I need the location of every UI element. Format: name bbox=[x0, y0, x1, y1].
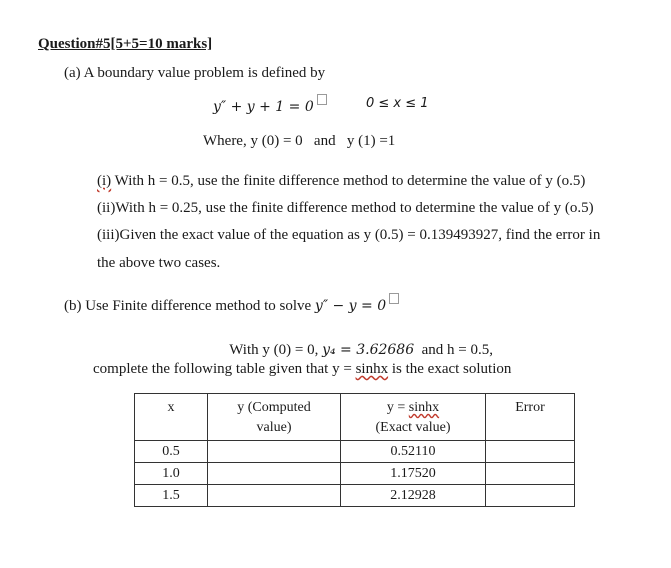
boundary-conditions: Where, y (0) = 0 and y (1) =1 bbox=[203, 133, 396, 149]
sub-question-i bbox=[97, 173, 585, 190]
question-title: Question#5[5+5=10 marks] bbox=[38, 36, 213, 52]
part-b-equation: y″ − y = 0 bbox=[314, 298, 387, 314]
table-header-row bbox=[135, 394, 575, 441]
bvp-equation: y″ + y + 1 = 0 bbox=[213, 99, 314, 115]
header-x: x bbox=[135, 394, 208, 441]
cell-exact: 0.52110 bbox=[341, 441, 486, 463]
equation-placeholder-icon bbox=[389, 293, 399, 304]
cell-computed[interactable] bbox=[208, 441, 341, 463]
sub-question-iii: (iii)Given the exact value of the equation as y (0.5) = 0.139493927, find the error in bbox=[97, 227, 601, 243]
header-exact-line2: (Exact value) bbox=[375, 420, 451, 435]
header-exact bbox=[341, 394, 486, 441]
part-a-intro: (a) A boundary value problem is defined by bbox=[64, 65, 326, 81]
cell-x: 0.5 bbox=[135, 441, 208, 463]
y4-value: y₄ = 3.62686 bbox=[322, 342, 415, 358]
table-row bbox=[135, 441, 575, 463]
table-instruction bbox=[93, 361, 511, 378]
step-size: and h = 0.5, bbox=[414, 342, 493, 358]
cell-error[interactable] bbox=[486, 441, 575, 463]
sub-question-ii: (ii)With h = 0.25, use the finite difference method to determine the value of y (o.5) bbox=[97, 200, 594, 216]
cell-exact: 1.17520 bbox=[341, 463, 486, 485]
cell-computed[interactable] bbox=[208, 485, 341, 507]
table-row bbox=[135, 463, 575, 485]
cell-x: 1.0 bbox=[135, 463, 208, 485]
instruction-a: complete the following table given that y = bbox=[93, 361, 356, 377]
header-computed bbox=[208, 394, 341, 441]
header-computed-line1: y (Computed bbox=[237, 400, 311, 415]
results-table bbox=[134, 393, 575, 507]
bvp-domain: 0 ≤ x ≤ 1 bbox=[366, 96, 429, 111]
cell-error[interactable] bbox=[486, 485, 575, 507]
cell-error[interactable] bbox=[486, 463, 575, 485]
instruction-sinh: sinhx bbox=[355, 361, 389, 377]
table-row bbox=[135, 485, 575, 507]
part-b-conditions bbox=[222, 325, 493, 359]
cell-x: 1.5 bbox=[135, 485, 208, 507]
sub-question-iii-cont: the above two cases. bbox=[97, 255, 221, 271]
cell-computed[interactable] bbox=[208, 463, 341, 485]
part-b-intro bbox=[64, 293, 399, 315]
instruction-b: is the exact solution bbox=[388, 361, 512, 377]
part-a-equation-line bbox=[213, 94, 327, 116]
header-error: Error bbox=[486, 394, 575, 441]
header-exact-prefix: y = bbox=[386, 400, 409, 415]
sub-i-number: (i) bbox=[97, 173, 112, 189]
sub-i-text: With h = 0.5, use the finite difference method to determine the value of y (o.5) bbox=[111, 173, 586, 189]
with-initial: With y (0) = 0, bbox=[229, 342, 323, 358]
header-exact-line1 bbox=[341, 398, 485, 418]
cell-exact: 2.12928 bbox=[341, 485, 486, 507]
equation-placeholder-icon bbox=[317, 94, 327, 105]
header-computed-line2: value) bbox=[256, 420, 292, 435]
header-exact-sinh: sinhx bbox=[408, 400, 440, 415]
part-b-intro-text: (b) Use Finite difference method to solve bbox=[64, 298, 315, 314]
